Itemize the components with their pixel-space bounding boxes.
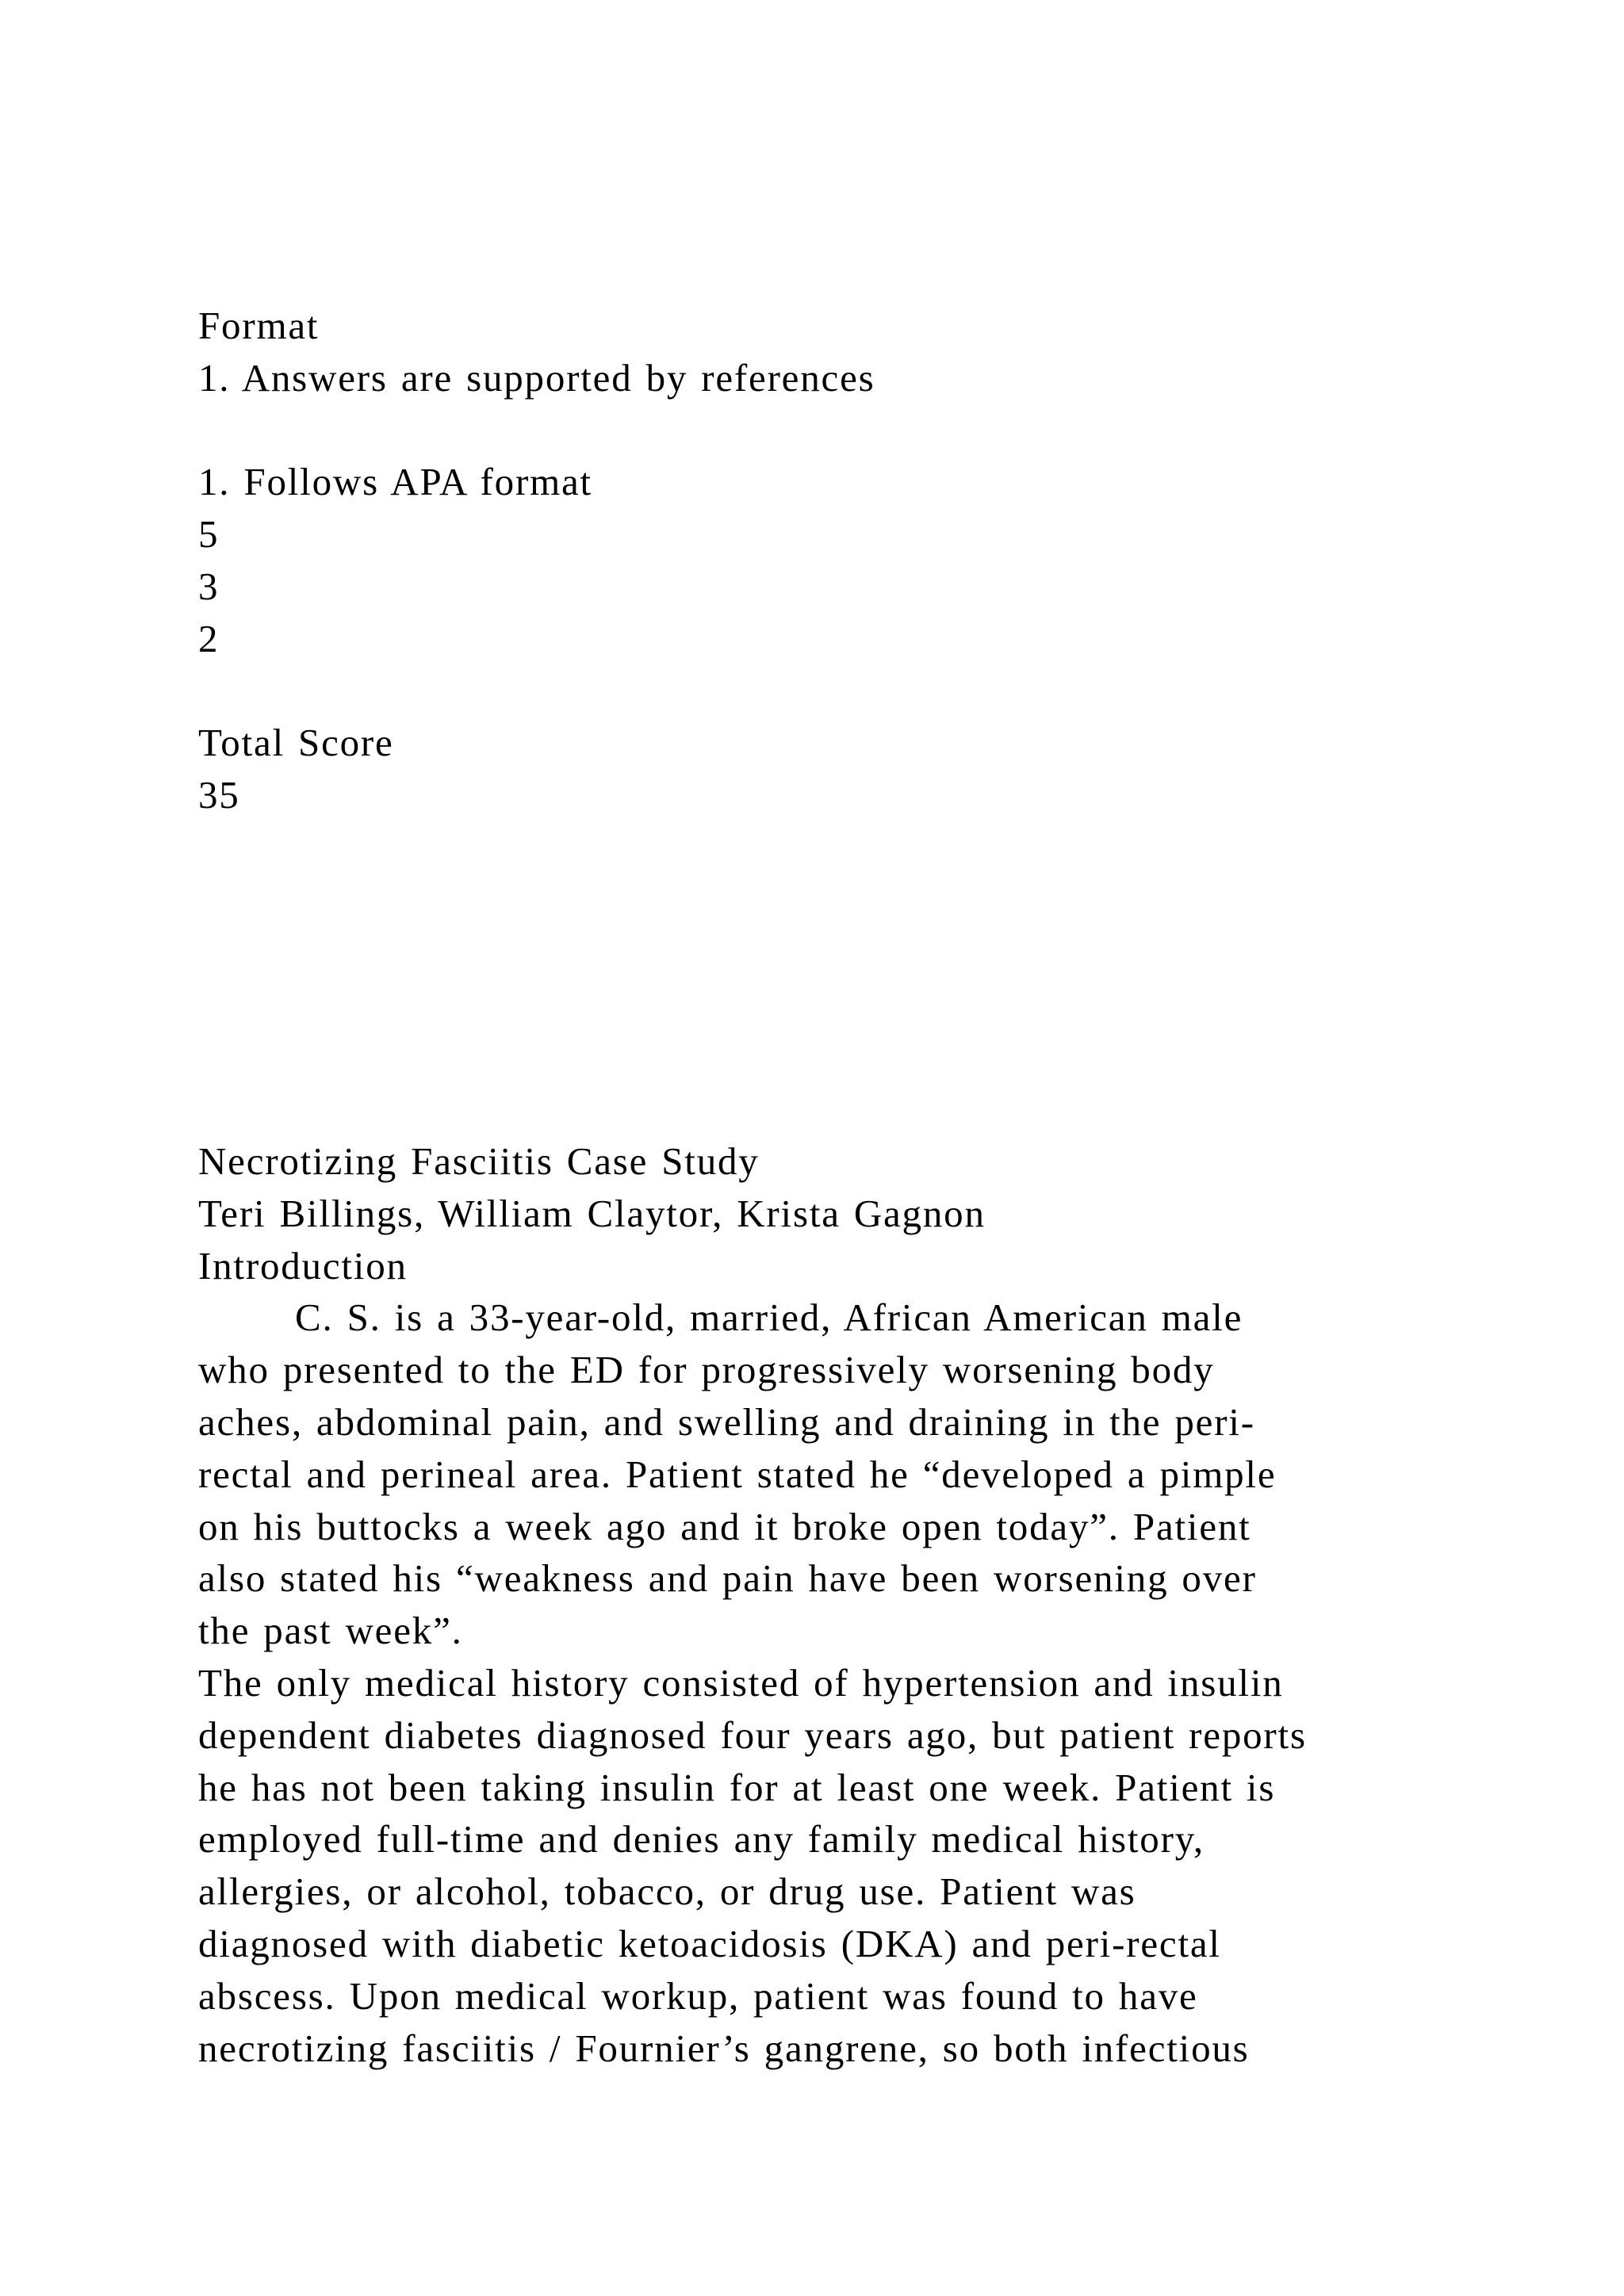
paragraph-line: on his buttocks a week ago and it broke open today”. Patient	[198, 1504, 1251, 1548]
paragraph-line: he has not been taking insulin for at least one week. Patient is	[198, 1765, 1276, 1809]
paragraph-line: necrotizing fasciitis / Fournier’s gangrene, so both infectious	[198, 2026, 1250, 2070]
blank-line	[198, 665, 1507, 718]
paragraph-line: aches, abdominal pain, and swelling and draining in the peri-	[198, 1399, 1255, 1444]
paragraph-line: the past week”.	[198, 1609, 463, 1653]
rubric-criterion-references: 1. Answers are supported by references	[198, 355, 875, 400]
rubric-points-3: 2	[198, 616, 220, 660]
case-study-section	[198, 1135, 1507, 2074]
case-study-title: Necrotizing Fasciitis Case Study	[198, 1139, 760, 1183]
total-score-value: 35	[198, 773, 240, 817]
case-study-authors: Teri Billings, William Claytor, Krista Gagnon	[198, 1191, 986, 1235]
paragraph-line: The only medical history consisted of hypertension and insulin	[198, 1660, 1284, 1705]
rubric-criterion-apa: 1. Follows APA format	[198, 460, 592, 504]
paragraph-2	[198, 1657, 1507, 2074]
paragraph-line: employed full-time and denies any family medical history,	[198, 1817, 1205, 1862]
rubric-points-2: 3	[198, 564, 220, 608]
total-score-label: Total Score	[198, 721, 394, 765]
rubric-points-1: 5	[198, 512, 220, 557]
paragraph-line: C. S. is a 33-year-old, married, African American male	[295, 1295, 1243, 1340]
paragraph-line: dependent diabetes diagnosed four years ago, but patient reports	[198, 1712, 1307, 1757]
paragraph-line: who presented to the ED for progressively worsening body	[198, 1348, 1215, 1392]
paragraph-line: abscess. Upon medical workup, patient was found to have	[198, 1973, 1198, 2018]
rubric-heading: Format	[198, 304, 320, 347]
blank-line	[198, 404, 1507, 457]
section-heading-introduction: Introduction	[198, 1243, 408, 1288]
paragraph-line: rectal and perineal area. Patient stated he “developed a pimple	[198, 1452, 1277, 1496]
rubric-section	[198, 300, 1507, 821]
paragraph-line: allergies, or alcohol, tobacco, or drug use. Patient was	[198, 1869, 1136, 1914]
paragraph-1	[198, 1292, 1507, 1657]
paragraph-line: diagnosed with diabetic ketoacidosis (DKA) and peri-rectal	[198, 1921, 1221, 1965]
paragraph-line: also stated his “weakness and pain have been worsening over	[198, 1556, 1257, 1601]
